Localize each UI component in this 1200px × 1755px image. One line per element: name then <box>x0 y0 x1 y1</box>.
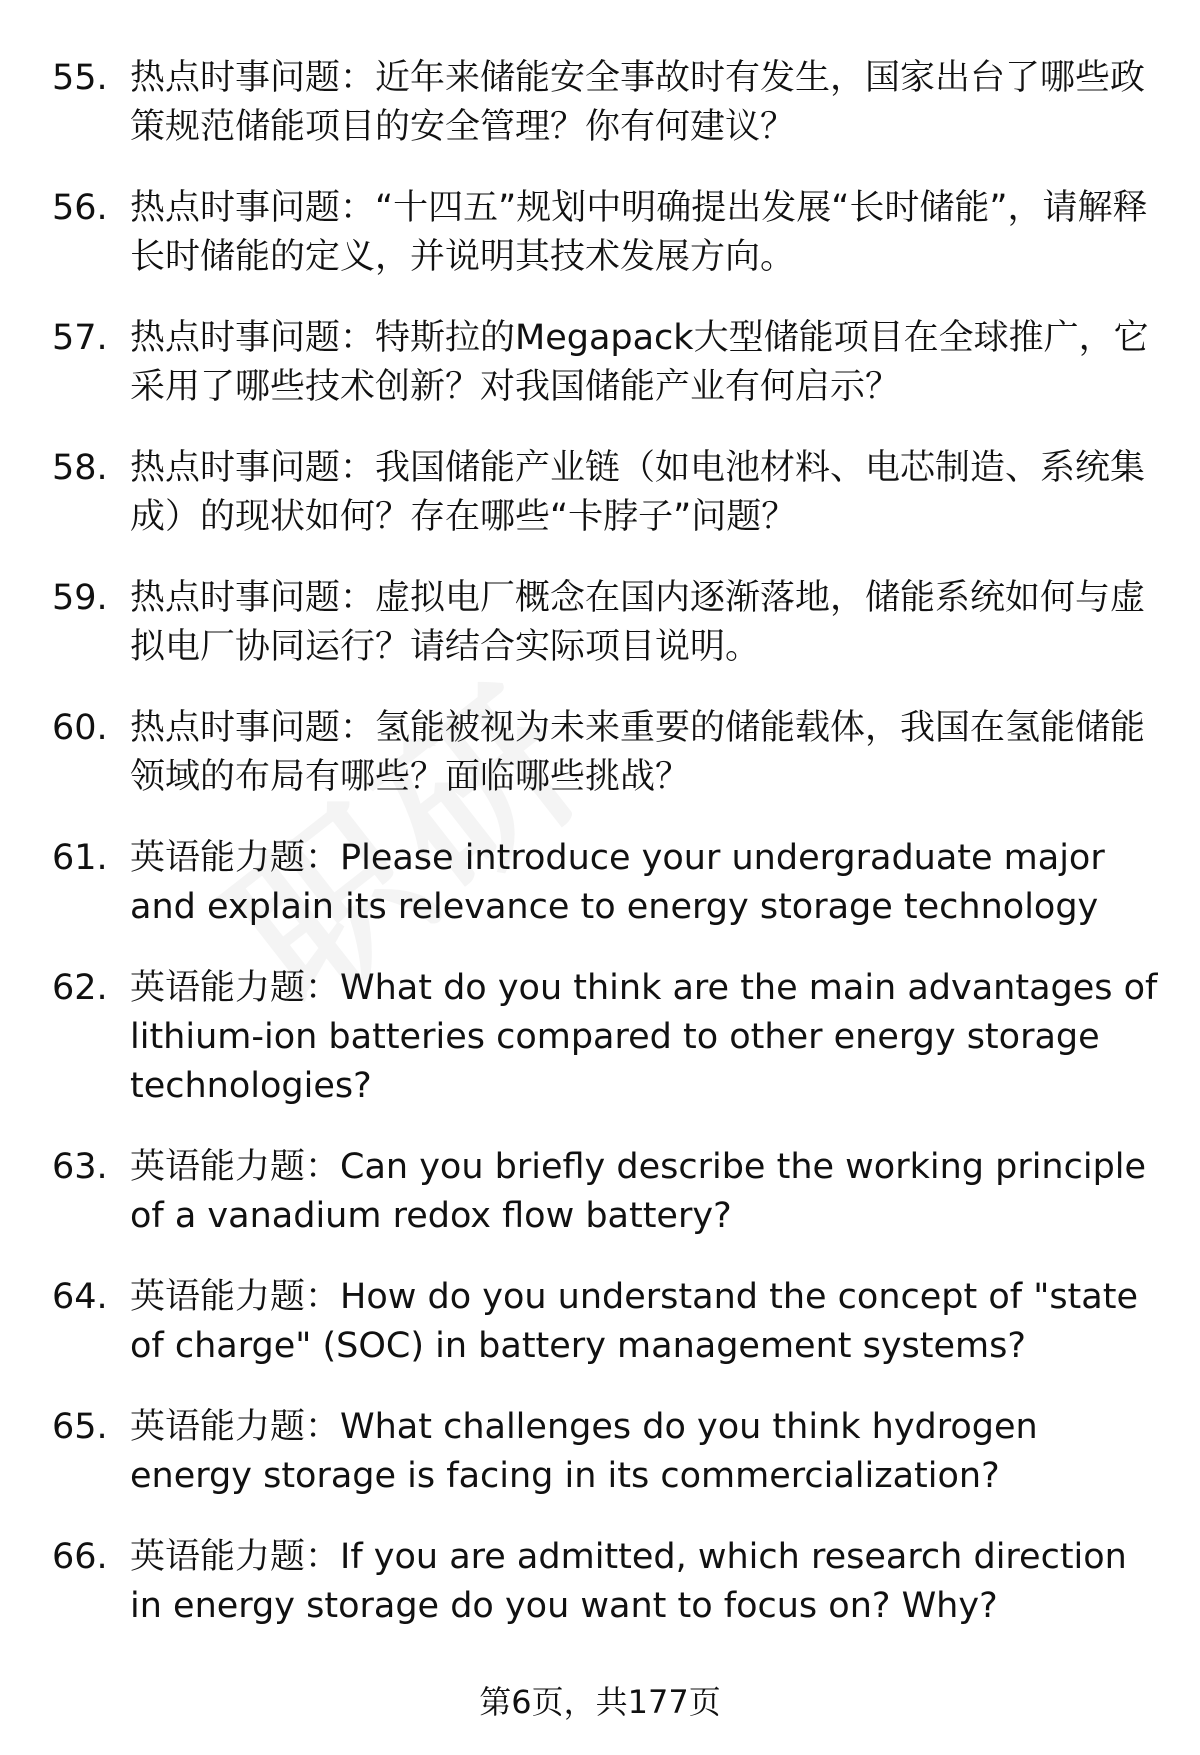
question-number: 56. <box>52 188 108 228</box>
question-item <box>52 1143 1162 1241</box>
question-text: 热点时事问题：“十四五”规划中明确提出发展“长时储能”，请解释长时储能的定义，并说明其技术发展方向。 <box>130 188 1148 277</box>
page-footer: 第6页，共177页 <box>479 1683 721 1721</box>
question-item <box>52 574 1162 672</box>
question-item <box>52 1273 1162 1371</box>
question-item <box>52 964 1162 1111</box>
question-list <box>52 54 1162 1663</box>
question-number: 65. <box>52 1407 108 1447</box>
question-text: 英语能力题：If you are admitted, which research direction in energy storage do you want to focus on? Why? <box>130 1537 1127 1626</box>
question-item <box>52 444 1162 542</box>
question-item <box>52 704 1162 802</box>
question-item <box>52 1533 1162 1631</box>
question-text: 热点时事问题：虚拟电厂概念在国内逐渐落地，储能系统如何与虚拟电厂协同运行？请结合实际项目说明。 <box>130 578 1146 667</box>
question-text: 热点时事问题：特斯拉的Megapack大型储能项目在全球推广，它采用了哪些技术创新？对我国储能产业有何启示？ <box>130 318 1149 407</box>
question-item <box>52 54 1162 152</box>
question-text: 英语能力题：Can you briefly describe the working principle of a vanadium redox flow battery? <box>130 1147 1147 1236</box>
question-number: 62. <box>52 968 108 1008</box>
question-item <box>52 184 1162 282</box>
question-number: 63. <box>52 1147 108 1187</box>
question-text: 英语能力题：What challenges do you think hydrogen energy storage is facing in its commercialization? <box>130 1407 1038 1496</box>
question-text: 英语能力题：What do you think are the main advantages of lithium-ion batteries compared to other energy storage technologies? <box>130 968 1158 1106</box>
question-text: 热点时事问题：氢能被视为未来重要的储能载体，我国在氢能储能领域的布局有哪些？面临哪些挑战？ <box>130 708 1146 797</box>
question-item <box>52 1403 1162 1501</box>
question-number: 64. <box>52 1277 108 1317</box>
question-item <box>52 834 1162 932</box>
question-number: 58. <box>52 448 108 488</box>
question-text: 英语能力题：Please introduce your undergraduate major and explain its relevance to energy storage technology <box>130 838 1105 927</box>
question-number: 57. <box>52 318 108 358</box>
question-text: 热点时事问题：我国储能产业链（如电池材料、电芯制造、系统集成）的现状如何？存在哪些“卡脖子”问题？ <box>130 448 1146 537</box>
question-number: 61. <box>52 838 108 878</box>
question-item <box>52 314 1162 412</box>
question-number: 59. <box>52 578 108 618</box>
question-number: 60. <box>52 708 108 748</box>
question-text: 热点时事问题：近年来储能安全事故时有发生，国家出台了哪些政策规范储能项目的安全管理？你有何建议？ <box>130 58 1146 147</box>
question-text: 英语能力题：How do you understand the concept of "state of charge" (SOC) in battery management systems? <box>130 1277 1138 1366</box>
question-number: 55. <box>52 58 108 98</box>
question-number: 66. <box>52 1537 108 1577</box>
